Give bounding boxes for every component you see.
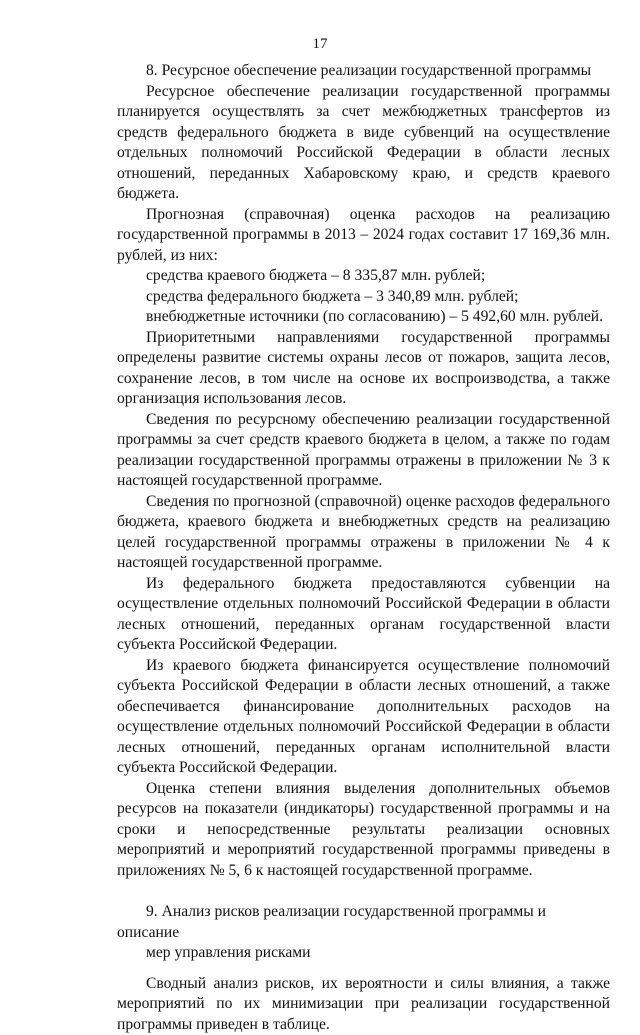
funding-item: средства краевого бюджета – 8 335,87 млн. рублей; xyxy=(117,266,610,287)
paragraph: Оценка степени влияния выделения дополнительных объемов ресурсов на показатели (индикаторы) государственной программы и на сроки и непосредственные результаты реализации основных мероприятий и мероприятий государственной программы приведены в приложениях № 5, 6 к настоящей государственной программе. xyxy=(117,779,610,882)
paragraph: Прогнозная (справочная) оценка расходов на реализацию государственной программы в 2013 – 2024 годах составит 17 169,36 млн. рублей, из них: xyxy=(117,205,610,267)
funding-item: средства федерального бюджета – 3 340,89 млн. рублей; xyxy=(117,287,610,308)
section-9-heading-line-2: мер управления рисками xyxy=(117,943,610,964)
paragraph: Сводный анализ рисков, их вероятности и силы влияния, а также мероприятий по их минимизации при реализации государственной программы приведен в таблице. xyxy=(117,974,610,1035)
paragraph: Сведения по прогнозной (справочной) оценке расходов федерального бюджета, краевого бюджета и внебюджетных средств на реализацию целей государственной программы отражены в приложении № 4 к настоящей государственной программе. xyxy=(117,492,610,574)
page-number: 17 xyxy=(0,34,640,55)
funding-item: внебюджетные источники (по согласованию) – 5 492,60 млн. рублей. xyxy=(117,307,610,328)
section-spacer xyxy=(117,964,610,974)
paragraph: Сведения по ресурсному обеспечению реализации государственной программы за счет средств краевого бюджета в целом, а также по годам реализации государственной программы отражены в приложении № 3 к настоящей государственной программе. xyxy=(117,410,610,492)
section-8-heading: 8. Ресурсное обеспечение реализации государственной программы xyxy=(117,61,610,82)
paragraph: Ресурсное обеспечение реализации государственной программы планируется осуществлять за счет межбюджетных трансфертов из средств федерального бюджета в виде субвенций на осуществление отдельных полномочий Российской Федерации в области лесных отношений, переданных Хабаровскому краю, и средств краевого бюджета. xyxy=(117,82,610,205)
paragraph: Из федерального бюджета предоставляются субвенции на осуществление отдельных полномочий Российской Федерации в области лесных отношений, переданных органам государственной власти субъекта Российской Федерации. xyxy=(117,574,610,656)
page-content xyxy=(117,61,610,1035)
section-9-heading-line-1: 9. Анализ рисков реализации государственной программы и описание xyxy=(117,902,610,943)
section-spacer xyxy=(117,881,610,902)
paragraph: Из краевого бюджета финансируется осуществление полномочий субъекта Российской Федерации в области лесных отношений, а также обеспечивается финансирование дополнительных расходов на осуществление отдельных полномочий Российской Федерации в области лесных отношений, переданных органам исполнительной власти субъекта Российской Федерации. xyxy=(117,656,610,779)
paragraph: Приоритетными направлениями государственной программы определены развитие системы охраны лесов от пожаров, защита лесов, сохранение лесов, в том числе на основе их воспроизводства, а также организация использования лесов. xyxy=(117,328,610,410)
